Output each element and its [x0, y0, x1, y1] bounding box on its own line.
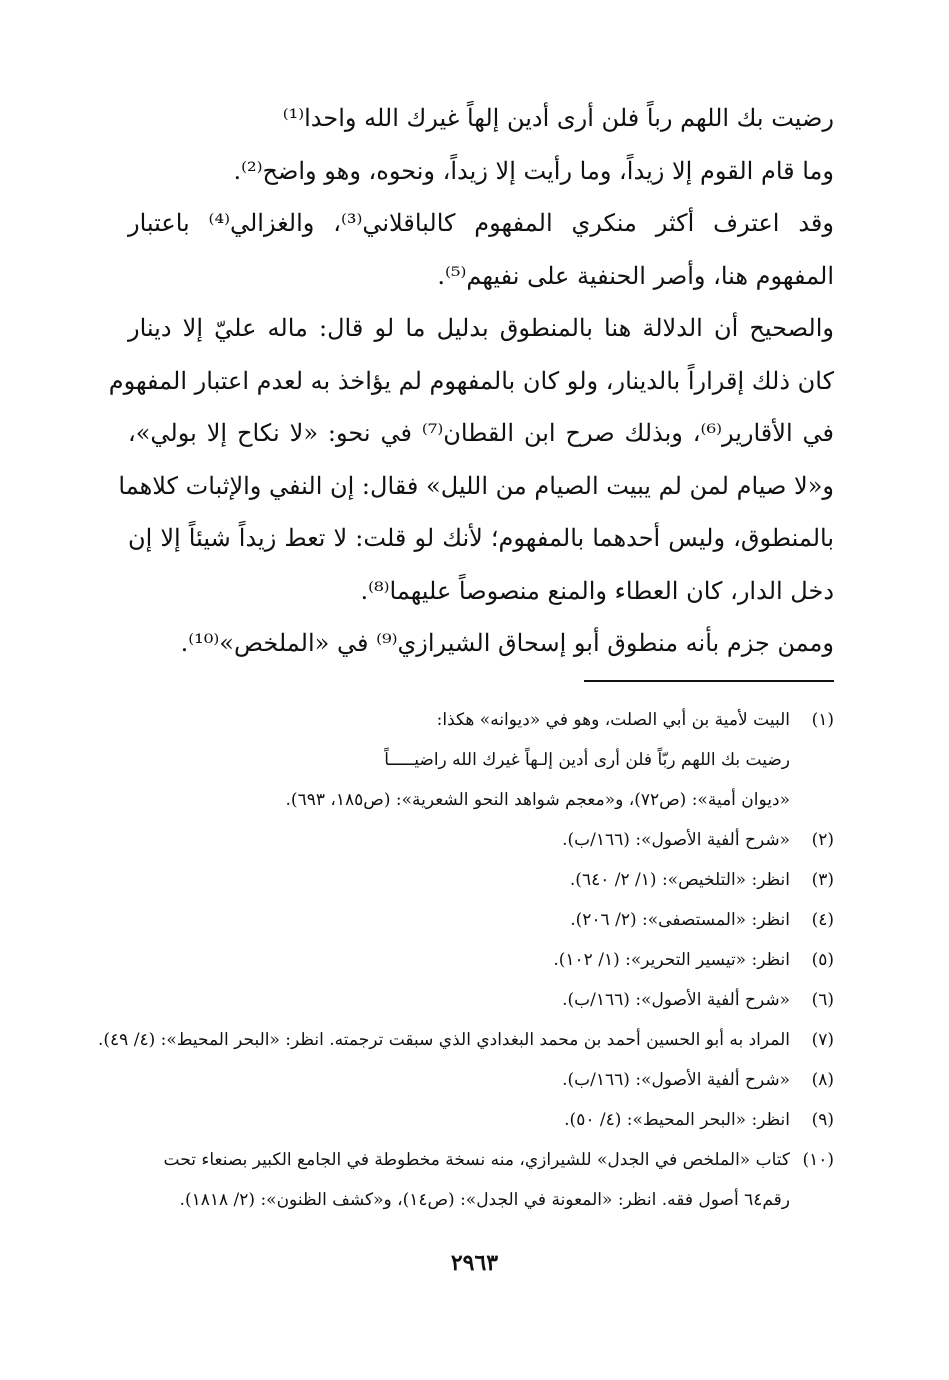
footnote-continuation	[140, 780, 834, 820]
text-line: المفهوم هنا، وأصر الحنفية على نفيهم⁽⁵⁾.	[437, 261, 834, 290]
footnote-text: البيت لأمية بن أبي الصلت، وهو في «ديوانه» هكذا:	[436, 710, 790, 730]
footnote-text: المراد به أبو الحسين أحمد بن محمد البغدادي الذي سبقت ترجمته. انظر: «البحر المحيط»: (٤/ ٤٩).	[97, 1030, 790, 1050]
footnote-text: انظر: «التلخيص»: (١/ ٢/ ٦٤٠).	[569, 870, 790, 890]
footnote-10	[140, 1140, 834, 1180]
footnote-number: (١٠)	[802, 1150, 834, 1170]
footnote-text: رقم٦٤ أصول فقه. انظر: «المعونة في الجدل»: (ص١٤)، و«كشف الظنون»: (٢/ ١٨١٨).	[179, 1190, 790, 1210]
footnote-7	[97, 1020, 834, 1060]
footnote-number: (٦)	[811, 990, 834, 1010]
footnote-continuation	[140, 1180, 834, 1220]
footnote-text: انظر: «تيسير التحرير»: (١/ ١٠٢).	[553, 950, 790, 970]
main-text	[108, 92, 835, 670]
footnote-number: (٣)	[811, 870, 834, 890]
footnote-number: (٤)	[811, 910, 834, 930]
footnote-text: «شرح ألفية الأصول»: (١٦٦/ب).	[562, 1070, 790, 1090]
text-line: وممن جزم بأنه منطوق أبو إسحاق الشيرازي⁽⁹⁾ في «الملخص»⁽¹⁰⁾.	[180, 629, 834, 657]
footnote-5	[140, 940, 834, 980]
footnote-2	[140, 820, 834, 860]
footnote-text: «شرح ألفية الأصول»: (١٦٦/ب).	[562, 990, 790, 1010]
text-line: في الأقارير⁽⁶⁾، وبذلك صرح ابن القطان⁽⁷⁾ في نحو: «لا نكاح إلا بولي»،	[128, 419, 835, 447]
footnote-number: (٩)	[811, 1110, 834, 1130]
text-line: وما قام القوم إلا زيداً، وما رأيت إلا زيداً، ونحوه، وهو واضح⁽²⁾.	[233, 156, 834, 185]
footnote-separator	[584, 680, 834, 682]
footnote-number: (١)	[811, 710, 834, 730]
text-line: دخل الدار، كان العطاء والمنع منصوصاً عليهما⁽⁸⁾.	[360, 576, 834, 605]
footnote-text: انظر: «البحر المحيط»: (٤/ ٥٠).	[564, 1110, 790, 1130]
footnote-number: (٨)	[811, 1070, 834, 1090]
text-line: بالمنطوق، وليس أحدهما بالمفهوم؛ لأنك لو قلت: لا تعط زيداً شيئاً إلا إن	[128, 524, 834, 552]
footnote-6	[140, 980, 834, 1020]
footnote-number: (٥)	[811, 950, 834, 970]
footnote-number: (٢)	[811, 830, 834, 850]
footnote-4	[140, 900, 834, 940]
verse-line: رضيت بك اللهم رباً فلن أرى أدين إلهاً غيرك الله واحدا⁽¹⁾	[282, 104, 834, 132]
footnote-text: «ديوان أمية»: (ص٧٢)، و«معجم شواهد النحو الشعرية»: (ص١٨٥، ٦٩٣).	[285, 790, 790, 810]
footnote-verse	[140, 740, 834, 780]
footnote-3	[140, 860, 834, 900]
text-line: والصحيح أن الدلالة هنا بالمنطوق بدليل ما لو قال: ماله عليّ إلا دينار	[128, 314, 834, 342]
footnote-text: انظر: «المستصفى»: (٢/ ٢٠٦).	[570, 910, 790, 930]
footnote-number: (٧)	[811, 1030, 834, 1050]
footnote-8	[140, 1060, 834, 1100]
footnotes	[97, 700, 834, 1220]
text-line: كان ذلك إقراراً بالدينار، ولو كان بالمفهوم لم يؤاخذ به لعدم اعتبار المفهوم	[108, 366, 834, 395]
text-line: و«لا صيام لمن لم يبيت الصيام من الليل» فقال: إن النفي والإثبات كلاهما	[118, 471, 834, 500]
footnote-text: كتاب «الملخص في الجدل» للشيرازي، منه نسخة مخطوطة في الجامع الكبير بصنعاء تحت	[163, 1150, 790, 1170]
footnote-9	[140, 1100, 834, 1140]
footnote-1	[140, 700, 834, 740]
page-number: ٢٩٦٣	[450, 1250, 499, 1276]
footnote-text: «شرح ألفية الأصول»: (١٦٦/ب).	[562, 830, 790, 850]
text-line: وقد اعترف أكثر منكري المفهوم كالباقلاني⁽³⁾، والغزالي⁽⁴⁾ باعتبار	[128, 209, 834, 237]
footnote-text: رضيت بك اللهم ربّاً فلن أرى أدين إلـهاً غيرك الله راضيـــــاً	[384, 750, 790, 770]
